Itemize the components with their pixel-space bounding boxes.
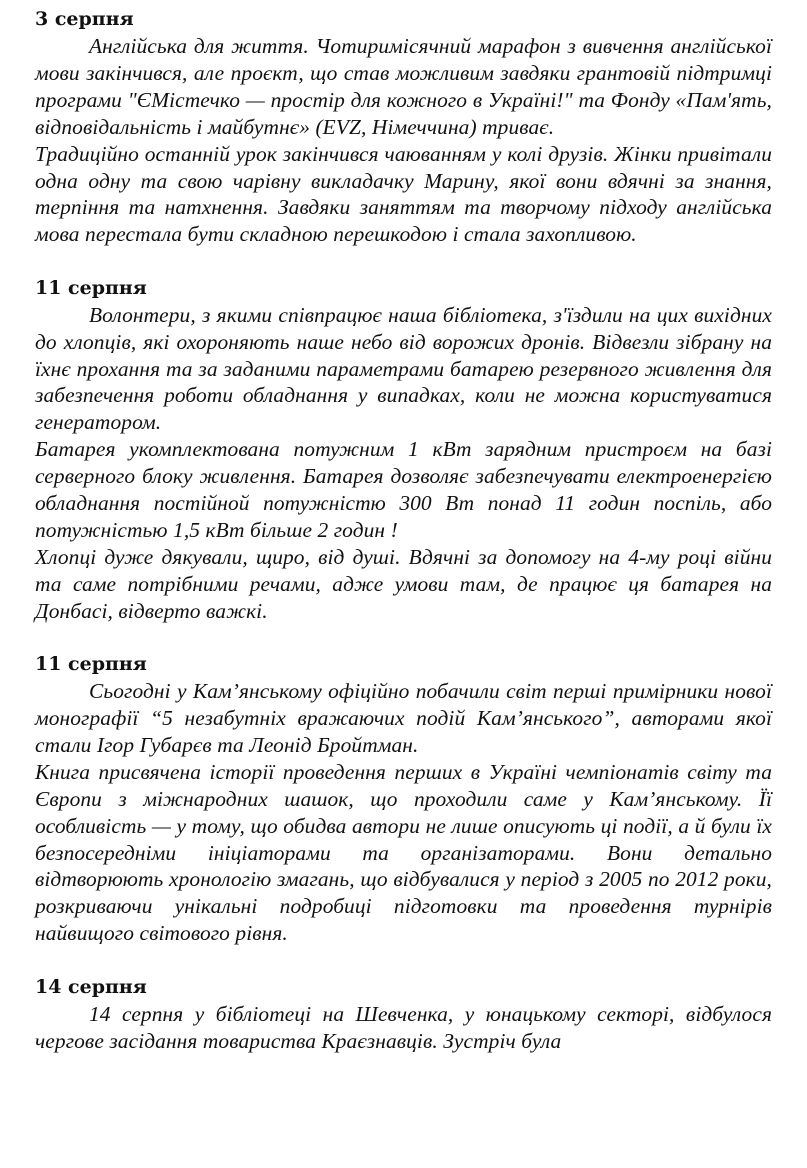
news-entry: [35, 651, 772, 947]
entry-paragraph: Волонтери, з якими співпрацює наша бібліотека, з'їздили на цих вихідних до хлопців, які охороняють наше небо від ворожих дронів. Відвезли зібрану на їхнє прохання та за заданими параметрами батарею резервного живлення для забезпечення роботи обладнання у випадках, коли не можна користуватися генератором.: [35, 302, 772, 435]
entry-paragraph: Хлопці дуже дякували, щиро, від душі. Вдячні за допомогу на 4-му році війни та саме потрібними речами, адже умови там, де працює ця батарея на Донбасі, відверто важкі.: [35, 544, 772, 623]
entry-paragraph: Батарея укомплектована потужним 1 кВт зарядним пристроєм на базі серверного блоку живлення. Батарея дозволяє забезпечувати електроенергією обладнання постійной потужністю 300 Вт понад 11 годин поспіль, або потужністью 1,5 кВт більше 2 годин !: [35, 437, 772, 542]
entry-date: 3 серпня: [35, 8, 134, 30]
entry-paragraph: Сьогодні у Кам’янському офіційно побачили світ перші примірники нової монографії “5 незабутніх вражаючих подій Кам’янського”, авторами якої стали Ігор Губарєв та Леонід Бройтман.: [35, 679, 772, 757]
news-entry: [35, 6, 772, 248]
entry-paragraph: Англійська для життя. Чотиримісячний марафон з вивчення англійської мови закінчився, але проєкт, що став можливим завдяки грантовій підтримці програми "ЄМістечко — простір для кожного в Україні!" та Фонду «Пам'ять, відповідальність і майбутнє» (EVZ, Німеччина) триває.: [35, 34, 772, 139]
news-entry: [35, 275, 772, 625]
entry-paragraph: Книга присвячена історії проведення перших в Україні чемпіонатів світу та Європи з міжнародних шашок, що проходили саме у Кам’янському. Її особливість — у тому, що обидва автори не лише описують ці події, а й були їх безпосередніми ініціаторами та організаторами. Вони детально відтворюють хронологію змагань, що відбувалися у період з 2005 по 2012 роки, розкриваючи унікальні подробиці підготовки та проведення турнірів найвищого світового рівня.: [35, 759, 772, 946]
entry-date: 14 серпня: [35, 975, 147, 998]
entry-paragraph: Традиційно останній урок закінчився чаюванням у колі друзів. Жінки привітали одна одну та свою чарівну викладачку Марину, якої вони вдячні за знання, терпіння та натхнення. Завдяки заняттям та творчому підходу англійська мова перестала бути складною перешкодою і стала захопливою.: [35, 141, 772, 247]
entry-date: 11 серпня: [35, 653, 147, 676]
news-entry: [35, 974, 772, 1055]
document-page: [35, 6, 772, 1081]
entry-paragraph: 14 серпня у бібліотеці на Шевченка, у юнацькому секторі, відбулося чергове засідання товариства Краєзнавців. Зустріч була: [35, 1001, 772, 1053]
entry-date: 11 серпня: [35, 276, 147, 299]
